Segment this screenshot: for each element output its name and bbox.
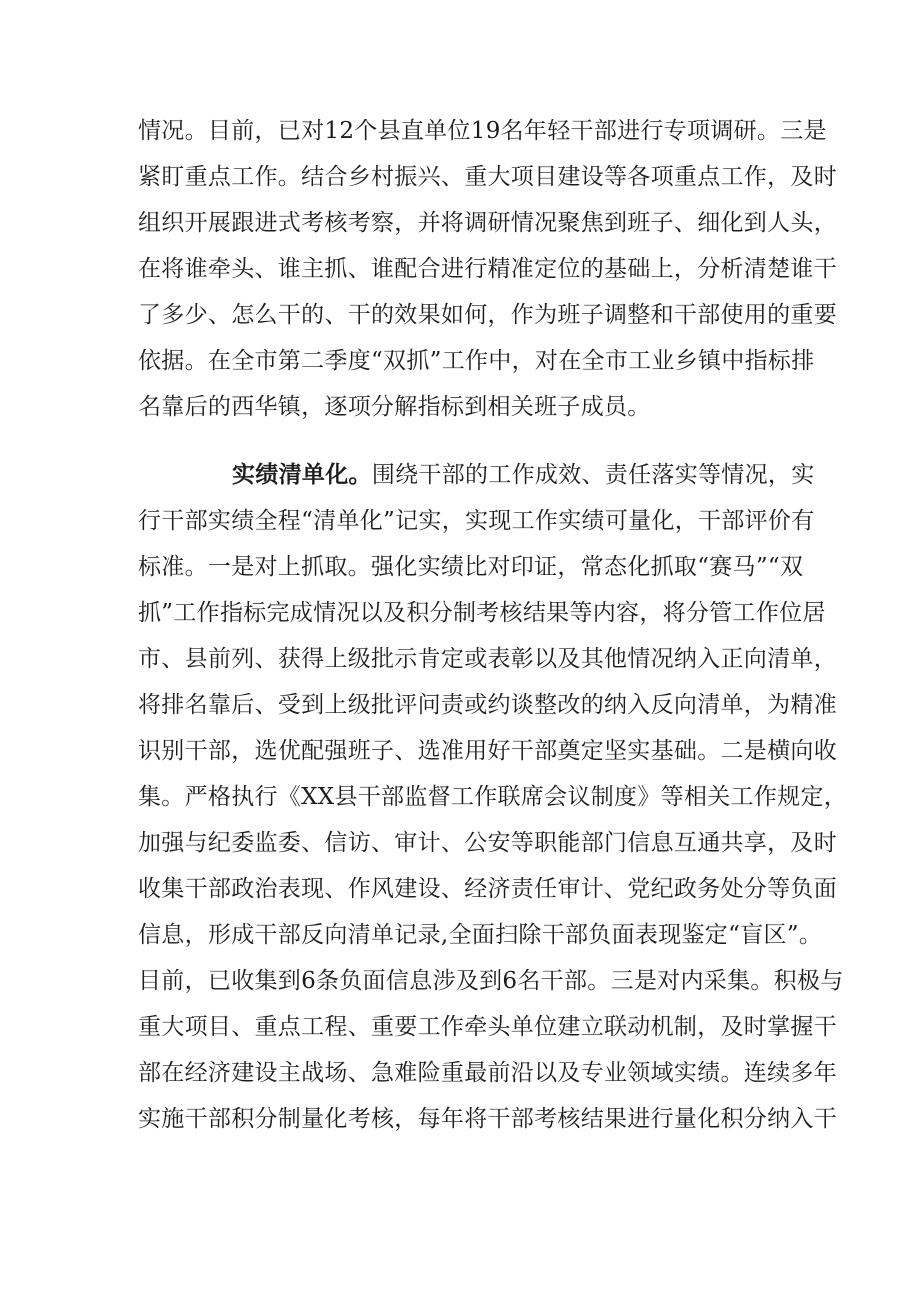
text-line: 信息，形成干部反向清单记录,全面扫除干部负面表现鉴定“盲区”。 [138,922,823,948]
text-line: 将排名靠后、受到上级批评问责或约谈整改的纳入反向清单，为精准 [138,692,837,718]
text-line: 行干部实绩全程“清单化”记实，实现工作实绩可量化，干部评价有 [138,508,815,534]
text-line: 抓”工作指标完成情况以及积分制考核结果等内容，将分管工作位居 [138,600,826,626]
text-line: 重大项目、重点工程、重要工作牵头单位建立联动机制，及时掌握干 [138,1014,837,1040]
text-line: 紧盯重点工作。结合乡村振兴、重大项目建设等各项重点工作，及时 [138,164,837,190]
text-line: 实施干部积分制量化考核，每年将干部考核结果进行量化积分纳入干 [138,1106,837,1132]
text-line: 情况。目前，已对12个县直单位19名年轻干部进行专项调研。三是 [138,118,827,144]
text-line: 在将谁牵头、谁主抓、谁配合进行精准定位的基础上，分析清楚谁干 [138,256,837,282]
text-line: 了多少、怎么干的、干的效果如何，作为班子调整和干部使用的重要 [138,302,837,328]
text-line: 目前，已收集到6条负面信息涉及到6名干部。三是对内采集。积极与 [138,968,844,994]
text-line: 市、县前列、获得上级批示肯定或表彰以及其他情况纳入正向清单， [138,646,837,672]
paragraph-2 [138,452,848,1142]
text-run: 围绕干部的工作成效、责任落实等情况，实 [371,462,815,488]
document-body [138,108,848,1142]
section-heading: 实绩清单化。 [232,461,372,488]
text-line: 组织开展跟进式考核考察，并将调研情况聚焦到班子、细化到人头， [138,210,837,236]
text-line: 标准。一是对上抓取。强化实绩比对印证，常态化抓取“赛马”“双 [138,554,804,580]
text-line: 识别干部，选优配强班子、选准用好干部奠定坚实基础。二是横向收 [138,738,837,764]
text-line: 依据。在全市第二季度“双抓”工作中，对在全市工业乡镇中指标排 [138,348,815,374]
paragraph-spacer [138,430,788,452]
text-line: 收集干部政治表现、作风建设、经济责任审计、党纪政务处分等负面 [138,876,837,902]
text-line: 名靠后的西华镇，逐项分解指标到相关班子成员。 [138,394,651,420]
text-line: 加强与纪委监委、信访、审计、公安等职能部门信息互通共享，及时 [138,830,837,856]
paragraph-1 [138,108,837,430]
paragraph-first-line [138,452,815,498]
text-line: 部在经济建设主战场、急难险重最前沿以及专业领域实绩。连续多年 [138,1060,837,1086]
text-line: 集。严格执行《XX县干部监督工作联席会议制度》等相关工作规定， [138,784,848,810]
